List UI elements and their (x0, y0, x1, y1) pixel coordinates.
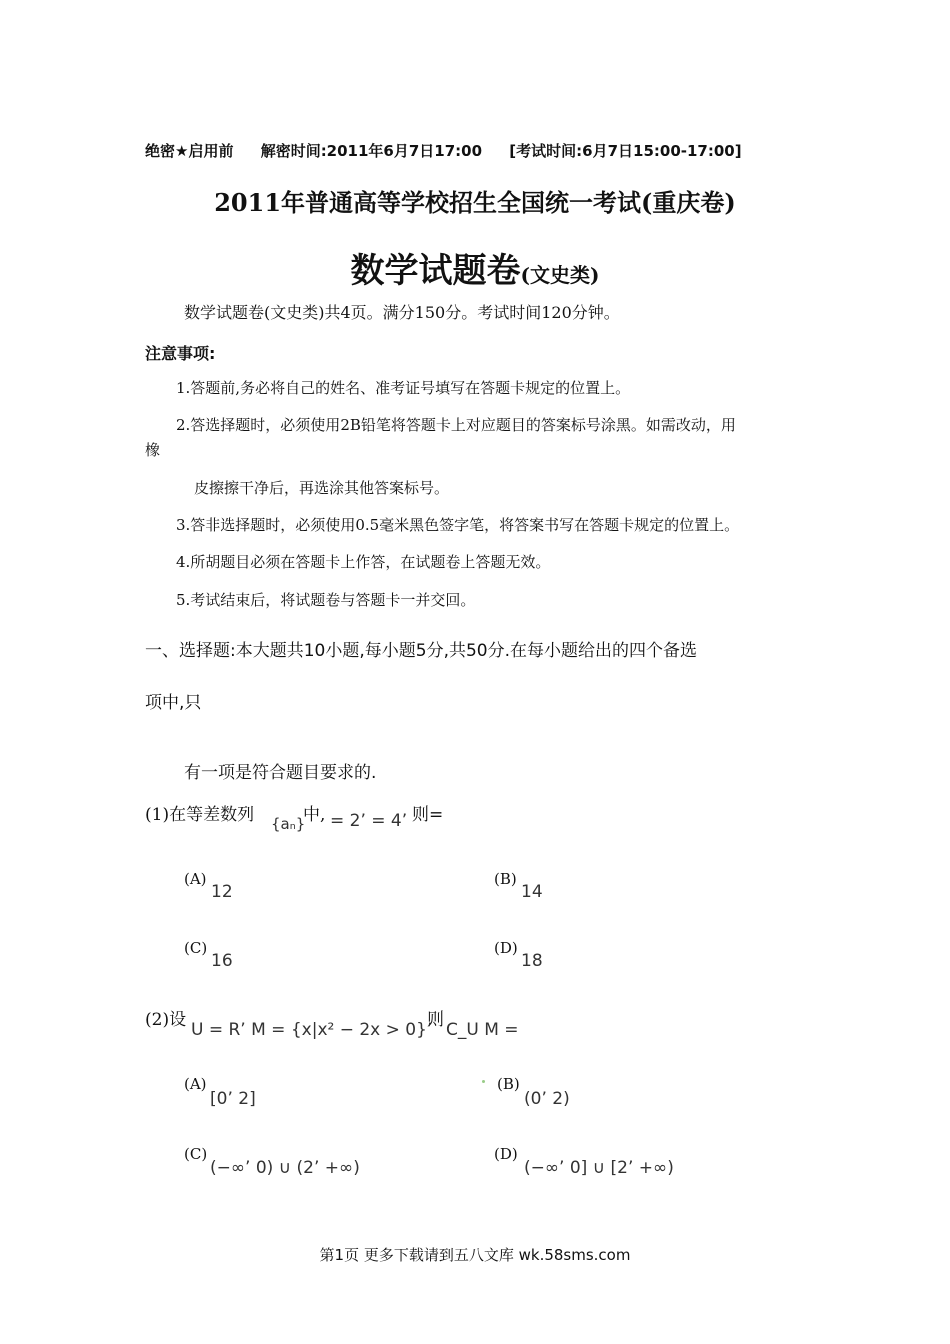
notice-item: 4.所胡题目必须在答题卡上作答，在试题卷上答题无效。 (176, 553, 551, 571)
notice-item: 皮擦擦干净后，再选涂其他答案标号。 (194, 479, 450, 497)
q1-option-d-label: (D) (494, 939, 518, 957)
paper-title-sub: (文史类) (520, 263, 600, 287)
paper-title (0, 243, 950, 292)
q2-option-b-value: (0’ 2) (524, 1089, 570, 1109)
notice-item: 2.答选择题时，必须使用2B铅笔将答题卡上对应题目的答案标号涂黑。如需改动，用 (176, 416, 736, 434)
question-1-suffix: 则= (412, 805, 444, 825)
question-1-prefix: (1)在等差数列 (145, 805, 255, 825)
q1-option-c-value: 16 (211, 951, 233, 971)
q2-option-b-label: (B) (497, 1075, 520, 1093)
q2-option-c-value: (−∞’ 0) ∪ (2’ +∞) (210, 1158, 360, 1178)
q1-option-c-label: (C) (184, 939, 208, 957)
question-2-math1: U = R’ M = {x|x² − 2x > 0}’ (191, 1020, 433, 1040)
notice-item: 5.考试结束后，将试题卷与答题卡一并交回。 (176, 591, 476, 609)
stray-dot (482, 1080, 485, 1083)
q1-option-d-value: 18 (521, 951, 543, 971)
notice-item: 1.答题前,务必将自己的姓名、准考证号填写在答题卡规定的位置上。 (176, 379, 631, 397)
q1-option-a-value: 12 (211, 882, 233, 902)
q1-option-a-label: (A) (184, 870, 207, 888)
q2-option-a-label: (A) (184, 1075, 207, 1093)
q1-option-b-label: (B) (494, 870, 517, 888)
header-line (145, 140, 764, 161)
question-2-math2: C_U M = (446, 1020, 519, 1040)
page-footer: 第1页 更多下载请到五八文库 wk.58sms.com (319, 1246, 631, 1264)
question-1-mid: 中, (303, 805, 326, 825)
notice-item: 3.答非选择题时，必须使用0.5毫米黑色签字笔，将答案书写在答题卡规定的位置上。 (176, 516, 740, 534)
q1-option-b-value: 14 (521, 882, 543, 902)
intro-text: 数学试题卷(文史类)共4页。满分150分。考试时间120分钟。 (184, 303, 620, 322)
notice-heading: 注意事项: (145, 344, 216, 363)
question-2-mid: 则 (427, 1010, 444, 1030)
question-1-eq: = 2’ = 4’ (330, 811, 408, 831)
q2-option-d-label: (D) (494, 1145, 518, 1163)
secret-label: 绝密★启用前 (145, 142, 234, 160)
section-heading-line2: 项中,只 (145, 693, 202, 713)
declassify-time: 解密时间:2011年6月7日17:00 (260, 142, 483, 160)
paper-title-main: 数学试题卷 (350, 251, 521, 291)
question-1-set: {aₙ} (271, 815, 306, 833)
question-2-prefix: (2)设 (145, 1010, 187, 1030)
notice-item: 橡 (145, 441, 161, 459)
q2-option-d-value: (−∞’ 0] ∪ [2’ +∞) (524, 1158, 674, 1178)
exam-title: 2011年普通高等学校招生全国统一考试(重庆卷) (214, 188, 736, 217)
q2-option-c-label: (C) (184, 1145, 208, 1163)
section-heading-line1: 一、选择题:本大题共10小题,每小题5分,共50分.在每小题给出的四个备选 (145, 641, 698, 661)
exam-time: [考试时间:6月7日15:00-17:00] (509, 142, 742, 160)
q2-option-a-value: [0’ 2] (210, 1089, 256, 1109)
section-heading-line3: 有一项是符合题目要求的. (184, 763, 377, 783)
